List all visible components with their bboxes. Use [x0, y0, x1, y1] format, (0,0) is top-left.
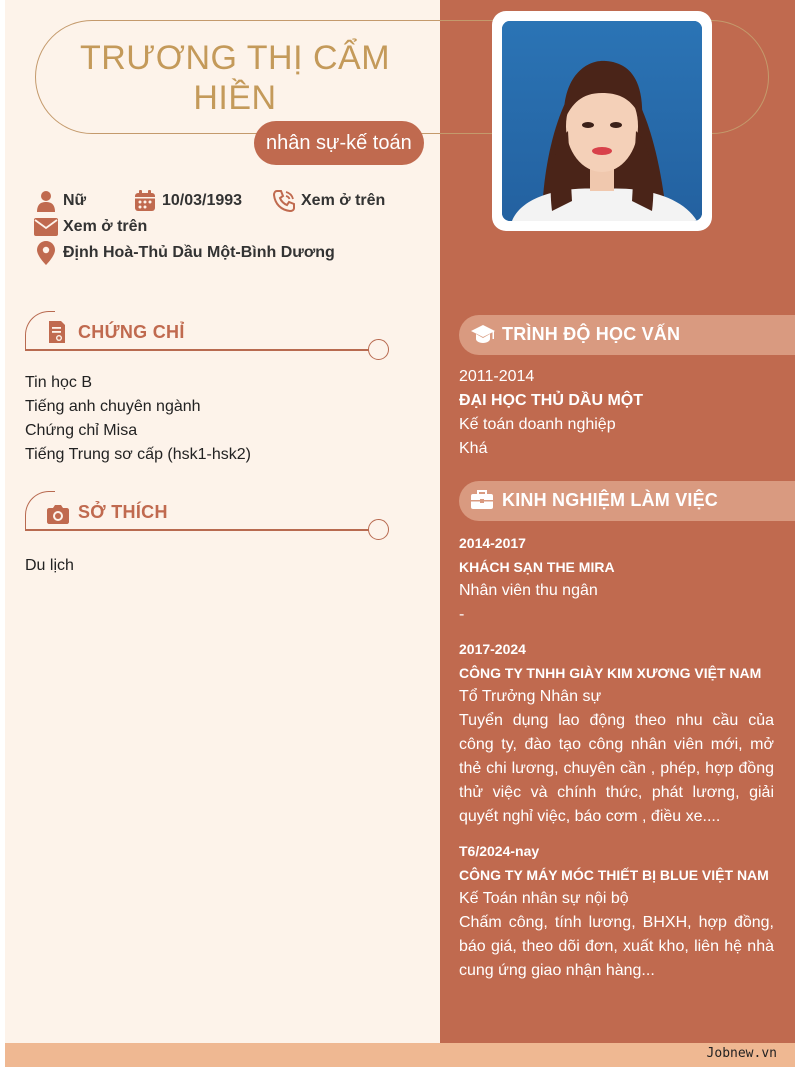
certificates-header: [25, 311, 391, 361]
certificate-item: Tiếng Trung sơ cấp (hsk1-hsk2): [25, 446, 251, 463]
education-title: TRÌNH ĐỘ HỌC VẤN: [502, 324, 681, 344]
email-row: [34, 215, 147, 239]
education-period: 2011-2014: [459, 368, 535, 385]
phone-value: Xem ở trên: [301, 192, 386, 209]
education-major: Kế toán doanh nghiệp: [459, 416, 616, 433]
job-description: -: [459, 606, 465, 623]
experience-job-2: [459, 637, 774, 829]
hobbies-list: [25, 554, 74, 578]
header-circle: [368, 339, 389, 360]
job-period: 2017-2024: [459, 641, 526, 657]
job-company: KHÁCH SẠN THE MIRA: [459, 559, 615, 575]
job-position: Tổ Trưởng Nhân sự: [459, 688, 602, 705]
certificate-item: Tin học B: [25, 374, 92, 391]
job-description: Tuyển dụng lao động theo nhu cầu của công ty, đào tạo công nhân viên mới, mở thẻ chi lương, chuyên cần , phép, hợp đồng thử việc và chính thức, phát lương, giải quyết nghỉ việc, báo cơm , điều xe....: [459, 712, 774, 825]
graduation-cap-icon: [471, 323, 495, 347]
header-circle: [368, 519, 389, 540]
hobby-item: Du lịch: [25, 557, 74, 574]
education-school: ĐẠI HỌC THỦ DẦU MỘT: [459, 392, 643, 409]
job-position: Nhân viên thu ngân: [459, 582, 598, 599]
certificate-item: Tiếng anh chuyên ngành: [25, 398, 201, 415]
address-row: [34, 241, 335, 265]
education-grade: Khá: [459, 440, 488, 457]
profile-photo: [502, 21, 702, 221]
job-company: CÔNG TY TNHH GIÀY KIM XƯƠNG VIỆT NAM: [459, 665, 762, 681]
hobbies-header: [25, 491, 391, 541]
job-title-badge: nhân sự-kế toán: [254, 121, 424, 165]
job-period: 2014-2017: [459, 535, 526, 551]
certificate-item: Chứng chỉ Misa: [25, 422, 138, 439]
header-line: [25, 529, 370, 531]
experience-job-3: [459, 839, 774, 983]
education-block: [459, 365, 774, 461]
birthday-row: [133, 189, 242, 213]
certificate-icon: [47, 321, 69, 345]
gender-row: [34, 189, 86, 213]
job-position: Kế Toán nhân sự nội bộ: [459, 890, 629, 907]
experience-title: KINH NGHIỆM LÀM VIỆC: [502, 490, 719, 510]
job-description: Chấm công, tính lương, BHXH, hợp đồng, báo giá, theo dõi đơn, xuất kho, liên hệ nhà cung ứng giao nhận hàng...: [459, 914, 774, 979]
camera-icon: [47, 501, 69, 525]
candidate-name: TRƯƠNG THỊ CẨM HIỀN: [79, 39, 391, 117]
calendar-icon: [133, 189, 157, 213]
job-period: T6/2024-nay: [459, 843, 540, 859]
experience-header: [459, 481, 795, 521]
certificates-title: CHỨNG CHỈ: [78, 322, 185, 342]
footer-brand[interactable]: Jobnew.vn: [706, 1046, 777, 1061]
birthday-value: 10/03/1993: [162, 192, 243, 209]
briefcase-icon: [471, 489, 495, 513]
header-line: [25, 349, 370, 351]
location-pin-icon: [34, 241, 58, 265]
certificates-list: [25, 371, 251, 467]
person-icon: [34, 189, 58, 213]
phone-icon: [272, 189, 296, 213]
footer-bar: [5, 1043, 795, 1067]
email-value: Xem ở trên: [63, 218, 148, 235]
phone-row: [272, 189, 385, 213]
envelope-icon: [34, 215, 58, 239]
job-company: CÔNG TY MÁY MÓC THIẾT BỊ BLUE VIỆT NAM: [459, 867, 769, 883]
education-header: [459, 315, 795, 355]
hobbies-title: SỞ THÍCH: [78, 502, 168, 522]
address-value: Định Hoà-Thủ Dầu Một-Bình Dương: [63, 244, 335, 261]
experience-job-1: [459, 531, 774, 627]
gender-value: Nữ: [63, 192, 87, 209]
